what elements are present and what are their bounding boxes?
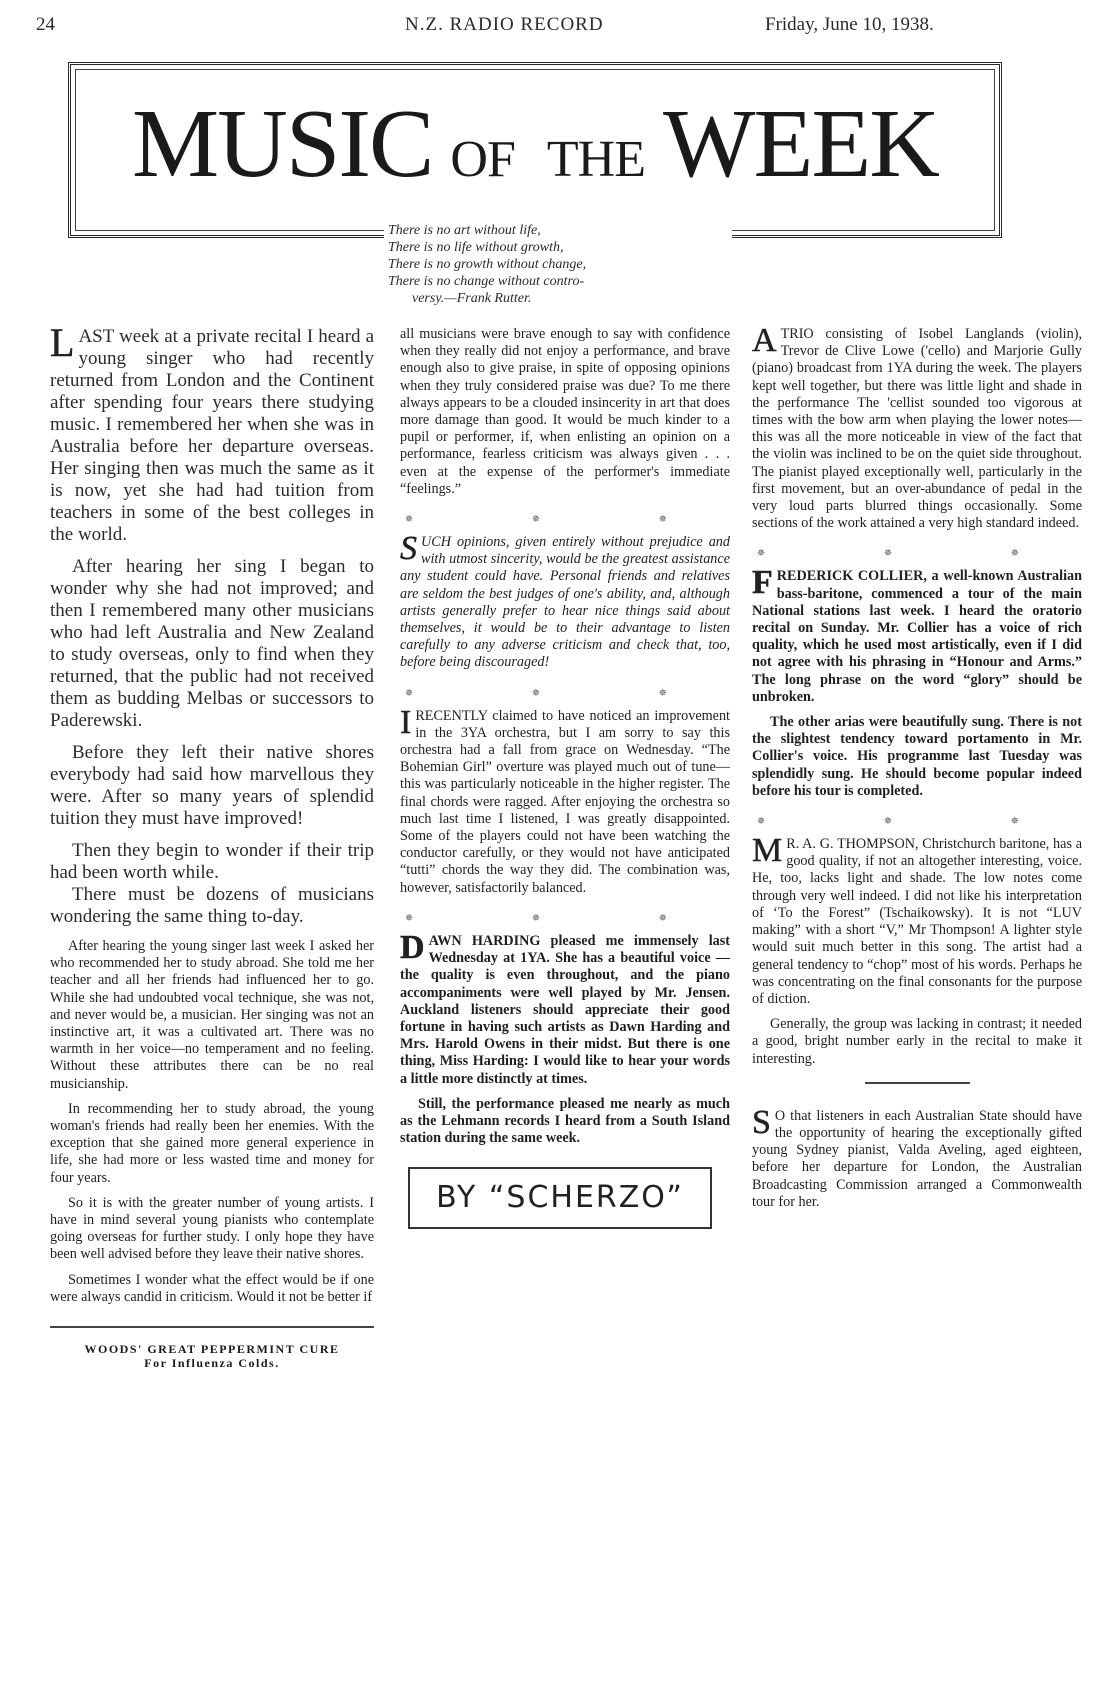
thompson-section: M R. A. G. THOMPSON, Christchurch baritone, has a good quality, if not an altogether interesting, voice. He, too, lacks light and shade. The low notes come through very well indeed. I did not like his interpretation of ‘To the Forest” (Tschaikowsky). It is not “LUV making” with a short “V,” Mr Thompson! A lighter style would suit much better in this song. The artist had a general tendency to “chop” most of his words. Perhaps he was concentrating on the final consonants for the purpose of diction. Generally, the group was lacking in contrast; it needed a good, bright number early in the recital to make it interesting.: [752, 832, 1082, 1067]
body-paragraph: After hearing the young singer last week I asked her who recommended her to study abroad. She told me her teacher and all her friends had influenced her to go. While she had undoubted vocal technique, she was not, and never would be, a musician. Her singing was not an instinctive art, it was a cultivated art. There was no warmth in her voice—no temperament and no feeling. Without these attributes there can be no real musicianship.: [50, 938, 374, 1092]
body-paragraph: In recommending her to study abroad, the young woman's friends had really been her enemies. With the exception that she gained more general experience in life, she had more or less wasted time and money for four years.: [50, 1100, 374, 1186]
lead-paragraph: There must be dozens of musicians wondering the same thing to-day.: [50, 884, 374, 927]
epigraph-line: There is no change without contro-: [388, 274, 585, 289]
article-body: [50, 938, 374, 1306]
issue-date: Friday, June 10, 1938.: [765, 14, 934, 35]
lead-paragraph: After hearing her sing I began to wonder why she had not improved; and then I remembered many other musicians who had left Australia and New Zealand to study overseas, only to find when they returned, that the public had not received them as budding Melbas or successors to Paderewski.: [50, 556, 374, 731]
continued-paragraph: all musicians were brave enough to say with confidence when they really did not enjoy a performance, and brave enough also to give praise, in spite of opposing opinions when they truly considered praise was due? To me there always appears to be a clouded insincerity in art that does more damage than good. It would be much kinder to a pupil or performer, if, when enlisting an opinion on a performance, fearless criticism was always given . . . even at the expense of the performer's immediate “feelings.”: [400, 326, 730, 497]
ad-line-1: WOODS' GREAT PEPPERMINT CURE: [84, 1342, 340, 1357]
dropcap-s: S: [752, 1103, 771, 1141]
column-1: [50, 320, 374, 1371]
masthead-word-music: MUSIC: [132, 90, 433, 198]
collier-section: FREDERICK COLLIER, a well-known Australian bass-baritone, commenced a tour of the main National stations last week. I heard the oratorio recital on Sunday. Mr. Collier has a voice of rich quality, which he used most artistically, even if I did not agree with his phrasing in “Honour and Arms.” The long phrase on the word “glory” should be unbroken. The other arias were beautifully sung. There is not the slightest tendency toward portamento in Mr. Collier's voice. His programme last Tuesday was splendidly sung. He should become popular indeed before his tour is completed.: [752, 564, 1082, 799]
short-rule: [865, 1082, 970, 1084]
epigraph: [384, 222, 732, 307]
such-opinions-section: SUCH opinions, given entirely without prejudice and with utmost sincerity, would be the greatest assistance any student could have. Personal friends and relatives are seldom the best judges of one's ability, and, although artists generally prefer to hear nice things said about themselves, it would be to their advantage to listen carefully to any adverse criticism and check that, too, before being discouraged!: [400, 530, 730, 671]
trio-section: ATRIO consisting of Isobel Langlands (violin), Trevor de Clive Lowe ('cello) and Marjorie Gully (piano) broadcast from 1YA during the week. The players kept well together, but there was little light and shade in the performance The 'cellist sounded too vigorous at times with the bow arm when playing the lower notes—this was all the more noticeable in view of the fact that the violin was inclined to be on the quiet side throughout. The pianist played exceptionally well, particularly in the first movement, but an over-abundance of pedal in the very loud parts blurred things occasionally. Some sections of the work attained a very high standard indeed.: [752, 322, 1082, 532]
masthead-word-week: WEEK: [663, 90, 938, 198]
section-separator: ✵ ✵ ✵: [404, 912, 726, 924]
masthead-title: [71, 90, 999, 198]
dropcap-i: I: [400, 703, 412, 741]
dropcap-l: L: [50, 320, 75, 365]
masthead-box: [68, 62, 1002, 238]
dawn-harding-section: DAWN HARDING pleased me immensely last Wednesday at 1YA. She has a beautiful voice —the quality is even throughout, and the piano accompaniments were well played by Mr. Jensen. Auckland listeners should appreciate their good fortune in having such artists as Dawn Harding and Mrs. Harold Owens in their midst. But there is one thing, Miss Harding: I would like to hear your words a little more distinctly at times. Still, the performance pleased me nearly as much as the Lehmann records I heard from a South Island station during the same week.: [400, 928, 730, 1147]
epigraph-line: There is no growth without change,: [388, 257, 587, 272]
epigraph-attribution: versy.—Frank Rutter.: [412, 291, 532, 306]
page-number: 24: [36, 14, 55, 35]
column-rule: [50, 1326, 374, 1328]
column-3: [752, 322, 1082, 1219]
epigraph-line: There is no art without life,: [388, 223, 541, 238]
orchestra-section: IRECENTLY claimed to have noticed an improvement in the 3YA orchestra, but I am sorry to say this orchestra had a fall from grace on Wednesday. “The Bohemian Girl” overture was played much out of tune—this was particularly noticeable in the higher register. The final chords were ragged. After enjoying the orchestra so much last time I listened, I was greatly disappointed. Some of the players could not have been watching the conductor carefully, or they would not have anticipated “tutti” chords the way they did. The combination was, however, satisfactorily balanced.: [400, 703, 730, 896]
body-paragraph: Generally, the group was lacking in contrast; it needed a good, bright number early in the recital to make it interesting.: [752, 1016, 1082, 1067]
lead-paragraph: Then they begin to wonder if their trip had been worth while.: [50, 840, 374, 883]
section-separator: ✵ ✵ ✵: [756, 548, 1078, 560]
publication-name: N.Z. RADIO RECORD: [405, 14, 604, 35]
dropcap-a: A: [752, 322, 777, 359]
running-head: [0, 12, 1114, 42]
dropcap-f: F: [752, 564, 773, 602]
author-byline: BY “SCHERZO”: [408, 1167, 712, 1229]
body-paragraph: The other arias were beautifully sung. There is not the slightest tendency toward portamento in Mr. Collier's voice. His programme last Tuesday was splendidly sung. He should become popular indeed before his tour is completed.: [752, 714, 1082, 799]
section-separator: ✵ ✵ ✵: [756, 816, 1078, 828]
body-paragraph: Sometimes I wonder what the effect would be if one were always candid in criticism. Would it not be better if: [50, 1271, 374, 1305]
section-separator: ✵ ✵ ✵: [404, 687, 726, 699]
dropcap-m: M: [752, 832, 783, 870]
dropcap-s: S: [400, 530, 417, 568]
lead-article: [50, 320, 374, 928]
article-body: [400, 326, 730, 498]
ad-line-2: For Influenza Colds.: [144, 1356, 280, 1371]
epigraph-line: There is no life without growth,: [388, 240, 564, 255]
section-separator: ✵ ✵ ✵: [404, 514, 726, 526]
advertisement: [50, 1342, 374, 1370]
masthead-word-the: THE: [546, 131, 645, 188]
body-paragraph: Still, the performance pleased me nearly as much as the Lehmann records I heard from a South Island station during the same week.: [400, 1095, 730, 1147]
lead-paragraph: Before they left their native shores everybody had said how marvellous they were. After so many years of splendid tuition they must have improved!: [50, 742, 374, 829]
dropcap-d: D: [400, 928, 425, 966]
body-paragraph: So it is with the greater number of young artists. I have in mind several young pianists who contemplate going overseas for further study. I only hope they have been well advised before they leave their native shores.: [50, 1194, 374, 1263]
valda-aveling-section: S O that listeners in each Australian State should have the opportunity of hearing the exceptionally gifted young Sydney pianist, Valda Aveling, aged eighteen, before her departure for London, the Australian Broadcasting Commission arranged a Commonwealth tour for her.: [752, 1103, 1082, 1210]
lead-paragraph: LAST week at a private recital I heard a young singer who had recently returned from London and the Continent after spending four years there studying music. I remembered her when she was in Australia before her departure overseas. Her singing then was much the same as it is now, yet she had had tuition from teachers in some of the best colleges in the world.: [50, 320, 374, 545]
masthead-word-of: OF: [450, 131, 515, 188]
column-2: [400, 326, 730, 1229]
